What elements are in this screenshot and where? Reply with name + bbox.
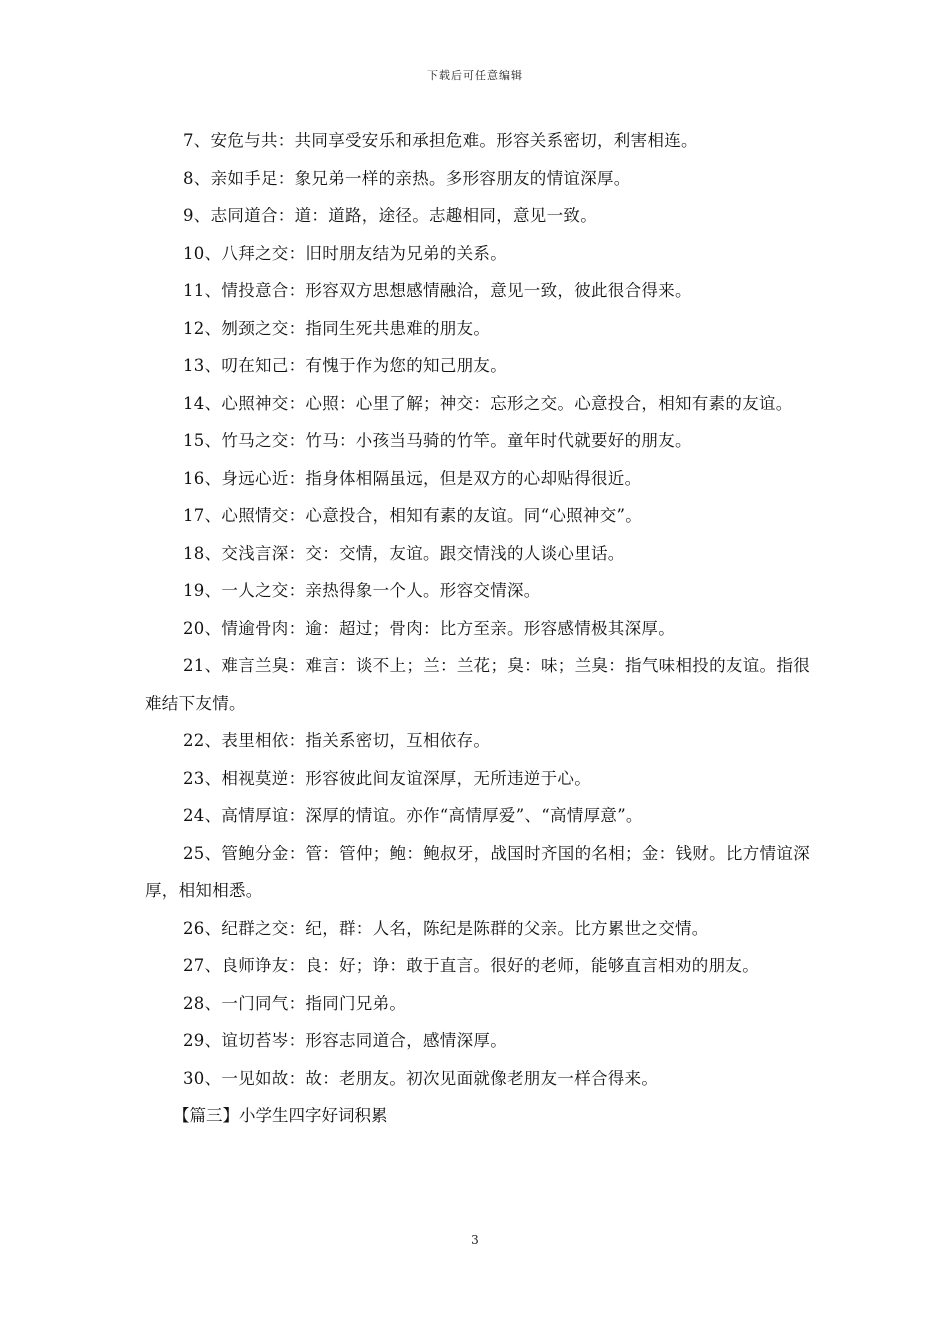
entry-10: 10、八拜之交：旧时朋友结为兄弟的关系。 <box>183 243 507 263</box>
entry-30: 30、一见如故：故：老朋友。初次见面就像老朋友一样合得来。 <box>183 1068 659 1088</box>
entry-27: 27、良师诤友：良：好；诤：敢于直言。很好的老师，能够直言相劝的朋友。 <box>183 956 759 975</box>
entry-22: 22、表里相依：指关系密切，互相依存。 <box>183 731 491 750</box>
entry-24: 24、高情厚谊：深厚的情谊。亦作“高情厚爱”、“高情厚意”。 <box>183 806 643 825</box>
entry-11: 11、情投意合：形容双方思想感情融洽，意见一致，彼此很合得来。 <box>183 281 692 300</box>
entry-16: 16、身远心近：指身体相隔虽远，但是双方的心却贴得很近。 <box>183 468 642 488</box>
entry-13: 13、叨在知己：有愧于作为您的知己朋友。 <box>183 356 507 375</box>
page-header: 下载后可任意编辑 <box>427 69 523 82</box>
entry-28: 28、一门同气：指同门兄弟。 <box>183 993 407 1013</box>
entry-21: 21、难言兰臭：难言：谈不上；兰：兰花；臭：味；兰臭：指气味相投的友谊。指很难结下友情。 <box>145 656 810 713</box>
entry-19: 19、一人之交：亲热得象一个人。形容交情深。 <box>183 581 541 600</box>
entry-23: 23、相视莫逆：形容彼此间友谊深厚，无所违逆于心。 <box>183 768 591 788</box>
entry-17: 17、心照情交：心意投合，相知有素的友谊。同“心照神交”。 <box>183 506 643 525</box>
entry-20: 20、情逾骨肉：逾：超过；骨肉：比方至亲。形容感情极其深厚。 <box>183 618 675 638</box>
document-body <box>145 122 810 1135</box>
entry-8: 8、亲如手足：象兄弟一样的亲热。多形容朋友的情谊深厚。 <box>183 168 631 188</box>
entry-25: 25、管鲍分金：管：管仲；鲍：鲍叔牙，战国时齐国的名相；金：钱财。比方情谊深厚，相知相悉。 <box>145 843 810 900</box>
entry-12: 12、刎颈之交：指同生死共患难的朋友。 <box>183 318 491 338</box>
section-heading: 【篇三】小学生四字好词积累 <box>173 1106 388 1125</box>
entry-18: 18、交浅言深：交：交情，友谊。跟交情浅的人谈心里话。 <box>183 543 625 563</box>
entry-29: 29、谊切苔岑：形容志同道合，感情深厚。 <box>183 1031 507 1050</box>
entry-14: 14、心照神交：心照：心里了解；神交：忘形之交。心意投合，相知有素的友谊。 <box>183 393 793 413</box>
entry-7: 7、安危与共：共同享受安乐和承担危难。形容关系密切，利害相连。 <box>183 131 698 150</box>
entry-15: 15、竹马之交：竹马：小孩当马骑的竹竿。童年时代就要好的朋友。 <box>183 431 692 450</box>
entry-9: 9、志同道合：道：道路，途径。志趣相同，意见一致。 <box>183 206 597 225</box>
entry-26: 26、纪群之交：纪，群：人名，陈纪是陈群的父亲。比方累世之交情。 <box>183 918 709 938</box>
page-number: 3 <box>471 1233 479 1247</box>
